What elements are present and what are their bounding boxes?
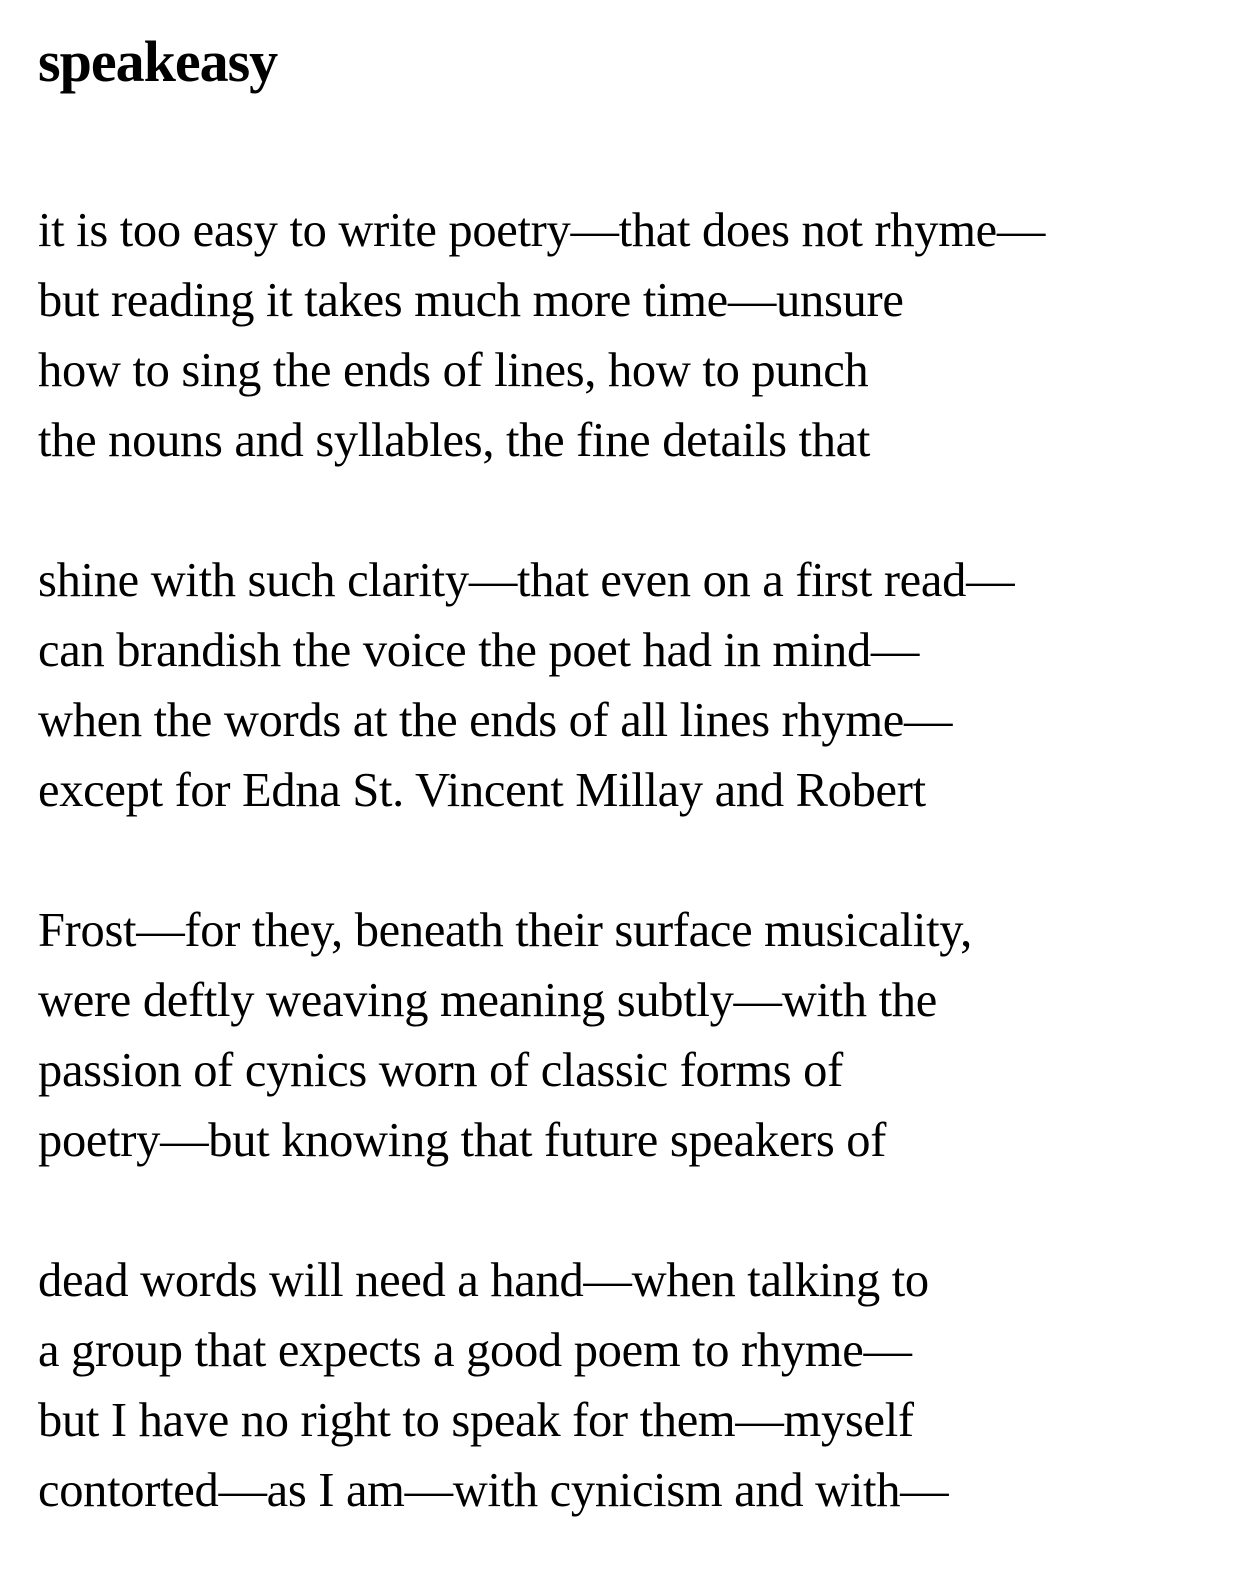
poem-line: contorted—as I am—with cynicism and with— (38, 1464, 949, 1517)
stanza-4 (38, 1246, 1045, 1526)
poem-line: Frost—for they, beneath their surface musicality, (38, 904, 972, 957)
stanza-3 (38, 896, 1045, 1176)
poem-line: shine with such clarity—that even on a first read— (38, 554, 1015, 607)
poem-line: it is too easy to write poetry—that does not rhyme— (38, 204, 1046, 257)
stanza-2 (38, 546, 1045, 826)
poem-line: passion of cynics worn of classic forms of (38, 1044, 843, 1097)
poem-line: a group that expects a good poem to rhyme— (38, 1324, 912, 1377)
poem-line: can brandish the voice the poet had in mind— (38, 624, 920, 677)
poem-title: speakeasy (38, 29, 278, 94)
poem-line: dead words will need a hand—when talking to (38, 1254, 929, 1307)
poem-line: but reading it takes much more time—unsure (38, 274, 904, 327)
stanza-1 (38, 196, 1045, 476)
poem-line: were deftly weaving meaning subtly—with the (38, 974, 937, 1027)
poem-line: poetry—but knowing that future speakers of (38, 1114, 887, 1167)
poem-line: the nouns and syllables, the fine details that (38, 414, 871, 467)
poem-line: but I have no right to speak for them—myself (38, 1394, 914, 1447)
poem-body (38, 196, 1045, 1596)
poem-line: except for Edna St. Vincent Millay and Robert (38, 764, 926, 817)
poem-line: when the words at the ends of all lines rhyme— (38, 694, 953, 747)
poem-line: how to sing the ends of lines, how to punch (38, 344, 869, 397)
